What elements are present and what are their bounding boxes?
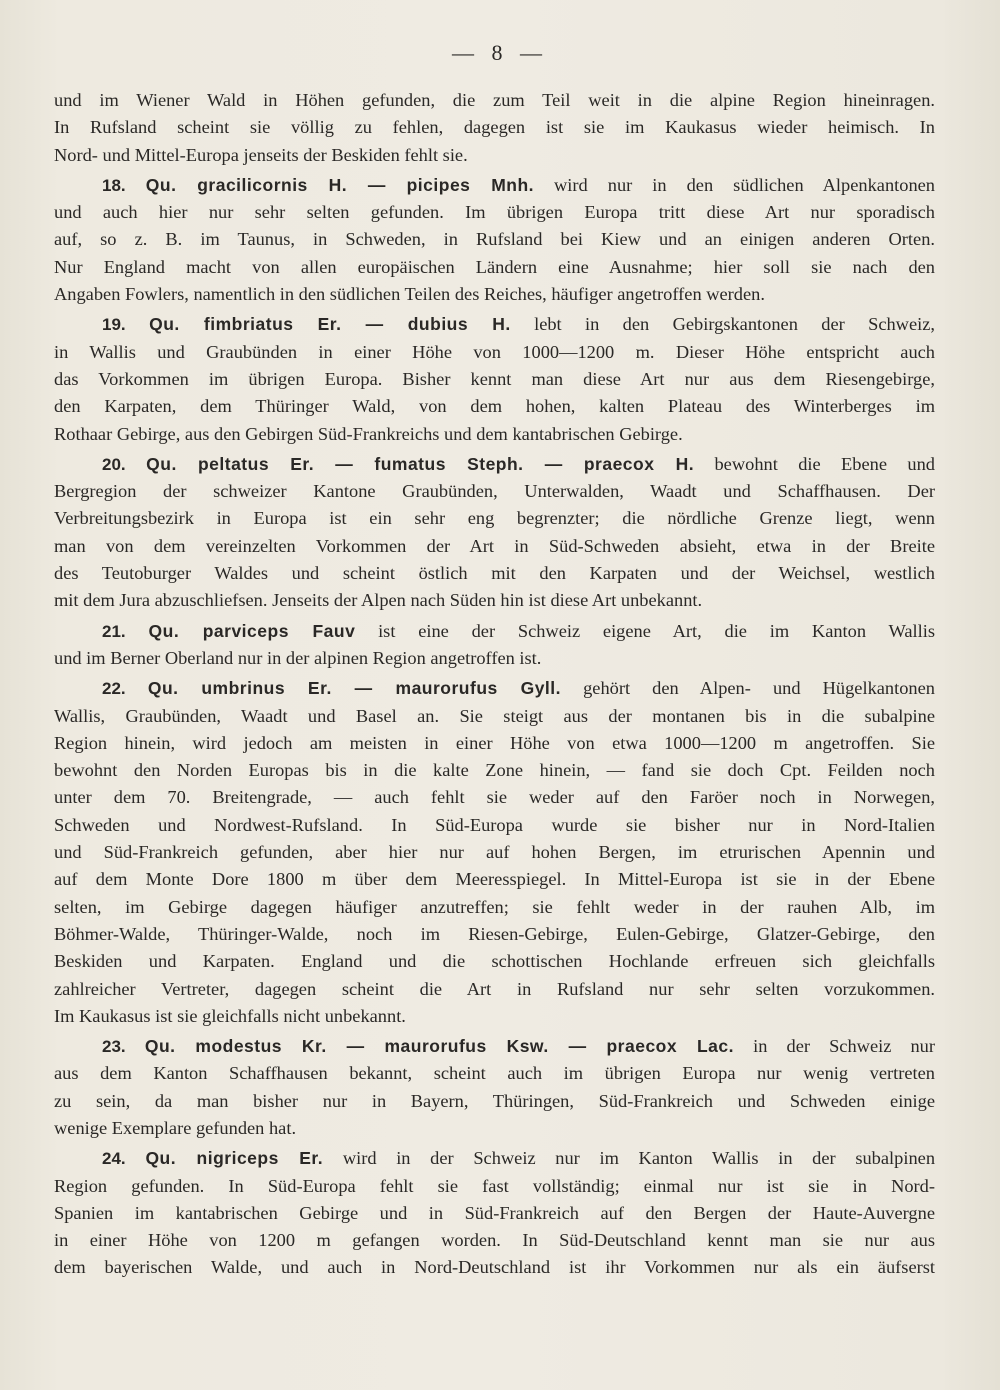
- entry-number: 23.: [102, 1037, 145, 1057]
- line-text: Rothaar Gebirge, aus den Gebirgen Süd-Frankreichs und dem kantabrischen Gebirge.: [54, 423, 683, 444]
- species-name: Qu. modestus Kr. — maurorufus Ksw. — praecox Lac.: [144, 1036, 734, 1057]
- species-name: Qu. peltatus Er. — fumatus Steph. — praecox H.: [146, 453, 695, 474]
- text-line: [54, 1115, 935, 1142]
- line-text: auf, so z. B. im Taunus, in Schweden, in Rufsland bei Kiew und an einigen anderen Orten.: [54, 229, 935, 250]
- paragraph-first-line: [54, 618, 935, 645]
- line-text: wird in der Schweiz nur im Kanton Wallis in der subalpinen: [323, 1148, 936, 1169]
- text-line: [54, 976, 935, 1003]
- line-text: und im Berner Oberland nur in der alpinen Region angetroffen ist.: [54, 647, 542, 668]
- text-line: [54, 199, 935, 226]
- paragraph-first-line: [54, 675, 935, 702]
- line-text: aus dem Kanton Schaffhausen bekannt, scheint auch im übrigen Europa nur wenig vertreten: [54, 1063, 935, 1084]
- text-line: [54, 703, 935, 730]
- text-line: [54, 1003, 935, 1030]
- text-line: [54, 478, 935, 505]
- line-text: dem bayerischen Walde, und auch in Nord-Deutschland ist ihr Vorkommen nur als ein äufserst: [54, 1257, 935, 1278]
- text-line: [54, 784, 935, 811]
- line-text: ist eine der Schweiz eigene Art, die im Kanton Wallis: [355, 620, 936, 641]
- text-line: [54, 533, 935, 560]
- line-text: des Teutoburger Waldes und scheint östlich mit den Karpaten und der Weichsel, westlich: [54, 563, 935, 584]
- species-name: Qu. parviceps Fauv: [148, 620, 356, 641]
- line-text: Wallis, Graubünden, Waadt und Basel an. Sie steigt aus der montanen bis in die subalpine: [54, 705, 935, 726]
- text-line: [54, 142, 935, 169]
- line-text: Nur England macht von allen europäischen Ländern eine Ausnahme; hier soll sie nach den: [54, 256, 935, 277]
- line-text: den Karpaten, dem Thüringer Wald, von dem hohen, kalten Plateau des Winterberges im: [54, 396, 935, 417]
- text-body: [54, 87, 935, 1282]
- line-text: Böhmer-Walde, Thüringer-Walde, noch im Riesen-Gebirge, Eulen-Gebirge, Glatzer-Gebirge, den: [54, 923, 935, 944]
- line-text: bewohnt den Norden Europas bis in die kalte Zone hinein, — fand sie doch Cpt. Feilden noch: [54, 760, 935, 781]
- line-text: und Süd-Frankreich gefunden, aber hier nur auf hohen Bergen, im etrurischen Apennin und: [54, 842, 935, 863]
- line-text: In Rufsland scheint sie völlig zu fehlen, dagegen ist sie im Kaukasus wieder heimisch. In: [54, 117, 935, 138]
- line-text: lebt in den Gebirgskantonen der Schweiz,: [510, 314, 935, 335]
- line-text: mit dem Jura abzuschliefsen. Jenseits der Alpen nach Süden hin ist diese Art unbekannt.: [54, 590, 703, 611]
- line-text: gehört den Alpen- und Hügelkantonen: [561, 678, 935, 699]
- line-text: Nord- und Mittel-Europa jenseits der Beskiden fehlt sie.: [54, 144, 468, 165]
- text-line: [54, 505, 935, 532]
- line-text: und auch hier nur sehr selten gefunden. Im übrigen Europa tritt diese Art nur sporadisch: [54, 202, 935, 223]
- line-text: wenige Exemplare gefunden hat.: [54, 1117, 297, 1138]
- line-text: wird nur in den südlichen Alpenkantonen: [534, 174, 935, 195]
- entry-number: 24.: [102, 1149, 146, 1169]
- line-text: Verbreitungsbezirk in Europa ist ein sehr eng begrenzter; die nördliche Grenze liegt, wenn: [54, 508, 935, 529]
- species-name: Qu. fimbriatus Er. — dubius H.: [149, 314, 511, 335]
- line-text: in einer Höhe von 1200 m gefangen worden. In Süd-Deutschland kennt man sie nur aus: [54, 1230, 935, 1251]
- text-line: [54, 948, 935, 975]
- text-line: [54, 1200, 935, 1227]
- line-text: Angaben Fowlers, namentlich in den südlichen Teilen des Reiches, häufiger angetroffen werden.: [54, 284, 765, 305]
- species-name: Qu. gracilicornis H. — picipes Mnh.: [145, 174, 535, 195]
- line-text: das Vorkommen im übrigen Europa. Bisher kennt man diese Art nur aus dem Riesengebirge,: [54, 368, 935, 389]
- paragraph-first-line: [54, 172, 935, 199]
- line-text: unter dem 70. Breitengrade, — auch fehlt sie weder auf den Faröer noch in Norwegen,: [54, 787, 935, 808]
- entry-number: 20.: [102, 454, 147, 474]
- line-text: zahlreicher Vertreter, dagegen scheint die Art in Rufsland nur sehr selten vorzukommen.: [54, 978, 935, 999]
- line-text: Im Kaukasus ist sie gleichfalls nicht unbekannt.: [54, 1005, 406, 1026]
- text-line: [54, 1254, 935, 1281]
- text-line: [54, 866, 935, 893]
- paragraph-first-line: [54, 451, 935, 478]
- text-line: [54, 114, 935, 141]
- text-line: [54, 254, 935, 281]
- text-line: [54, 730, 935, 757]
- text-line: [54, 560, 935, 587]
- line-text: selten, im Gebirge dagegen häufiger anzutreffen; sie fehlt weder in der rauhen Alb, im: [54, 896, 935, 917]
- line-text: Beskiden und Karpaten. England und die schottischen Hochlande erfreuen sich gleichfalls: [54, 951, 935, 972]
- line-text: Schweden und Nordwest-Rufsland. In Süd-Europa wurde sie bisher nur in Nord-Italien: [54, 814, 935, 835]
- text-line: [54, 1173, 935, 1200]
- line-text: in der Schweiz nur: [734, 1036, 935, 1057]
- page-number: — 8 —: [452, 40, 548, 65]
- line-text: Region gefunden. In Süd-Europa fehlt sie fast vollständig; einmal nur ist sie in Nord-: [54, 1175, 935, 1196]
- text-line: [54, 587, 935, 614]
- entry-number: 22.: [102, 679, 148, 699]
- entry-number: 21.: [102, 621, 149, 641]
- text-line: [54, 894, 935, 921]
- line-text: Spanien im kantabrischen Gebirge und in Süd-Frankreich auf den Bergen der Haute-Auvergne: [54, 1202, 935, 1223]
- species-name: Qu. umbrinus Er. — maurorufus Gyll.: [147, 678, 562, 699]
- text-line: [54, 1060, 935, 1087]
- text-line: [54, 339, 935, 366]
- text-line: [54, 757, 935, 784]
- text-line: [54, 812, 935, 839]
- text-line: [54, 226, 935, 253]
- entry-number: 19.: [102, 315, 150, 335]
- entry-number: 18.: [102, 175, 146, 195]
- text-line: [54, 839, 935, 866]
- text-line: [54, 393, 935, 420]
- text-line: [54, 366, 935, 393]
- line-text: in Wallis und Graubünden in einer Höhe von 1000—1200 m. Dieser Höhe entspricht auch: [54, 341, 935, 362]
- text-line: [54, 921, 935, 948]
- line-text: und im Wiener Wald in Höhen gefunden, die zum Teil weit in die alpine Region hineinragen.: [54, 90, 935, 110]
- line-text: Region hinein, wird jedoch am meisten in einer Höhe von etwa 1000—1200 m angetroffen. Sie: [54, 732, 935, 753]
- text-line: [54, 87, 935, 114]
- line-text: Bergregion der schweizer Kantone Graubünden, Unterwalden, Waadt und Schaffhausen. Der: [54, 481, 935, 502]
- line-text: zu sein, da man bisher nur in Bayern, Thüringen, Süd-Frankreich und Schweden einige: [54, 1090, 935, 1111]
- text-line: [54, 1227, 935, 1254]
- line-text: man von dem vereinzelten Vorkommen der Art in Süd-Schweden absieht, etwa in der Breite: [54, 535, 935, 556]
- line-text: auf dem Monte Dore 1800 m über dem Meeresspiegel. In Mittel-Europa ist sie in der Ebene: [54, 869, 935, 890]
- paragraph-first-line: [54, 1145, 935, 1172]
- text-line: [54, 1088, 935, 1115]
- line-text: bewohnt die Ebene und: [694, 453, 935, 474]
- text-line: [54, 645, 935, 672]
- paragraph-first-line: [54, 1033, 935, 1060]
- species-name: Qu. nigriceps Er.: [145, 1148, 324, 1169]
- text-line: [54, 421, 935, 448]
- text-line: [54, 281, 935, 308]
- paragraph-first-line: [54, 311, 935, 338]
